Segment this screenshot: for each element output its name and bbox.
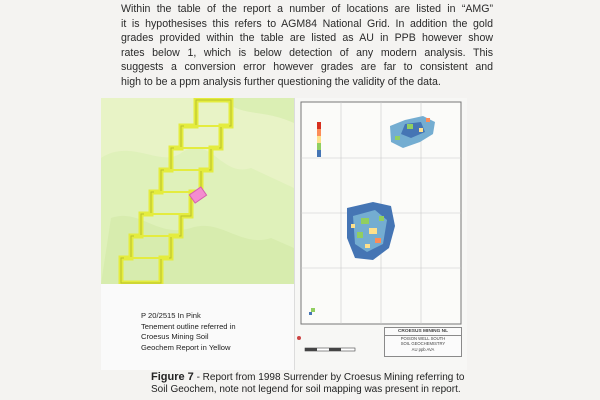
north-arrow (297, 336, 301, 340)
color-scale-bar (317, 122, 321, 157)
title-block-line: POISON WELL SOUTH (400, 336, 446, 342)
paragraph-line: suggests a conversion error however grades are far to consistent and (121, 61, 493, 74)
legend-line: Tenement outline referred in (141, 321, 236, 331)
map-legend (141, 311, 291, 353)
paragraph-line: rates below 1, which is below detection of any modern analysis. This (121, 46, 493, 59)
anomaly-spot (311, 308, 315, 312)
legend-line: P 20/2515 In Pink (141, 311, 201, 320)
scale-bar (305, 348, 355, 351)
figure-caption (151, 371, 481, 396)
tenement-map (101, 98, 294, 284)
legend-line: Geochem Report in Yellow (141, 342, 231, 352)
body-paragraph (121, 2, 493, 90)
paragraph-line: grades provided within the table are listed as AU in PPB however show (121, 32, 493, 45)
title-block-company: CROESUS MINING NL (385, 328, 461, 336)
paragraph-line: it is hypothesises this refers to AGM84 National Grid. In addition the gold (121, 17, 493, 30)
legend-line: Croesus Mining Soil (141, 332, 209, 342)
title-block-line: SOIL GEOCHEMISTRY (400, 341, 446, 347)
title-block-line: AU ppb AVA (411, 346, 435, 352)
map-title-block (384, 327, 462, 357)
figure-label: Figure 7 (151, 371, 194, 383)
tenement-map-drawing (101, 98, 294, 284)
caption-text: - Report from 1998 Surrender by Croesus Mining referring to Soil Geochem, note not legend for soil mapping was present in report. (151, 372, 465, 395)
paragraph-line: Within the table of the report a number of locations are listed in “AMG” (121, 3, 493, 15)
paragraph-line: high to be a ppm analysis further questioning the validity of the data. (121, 75, 441, 88)
